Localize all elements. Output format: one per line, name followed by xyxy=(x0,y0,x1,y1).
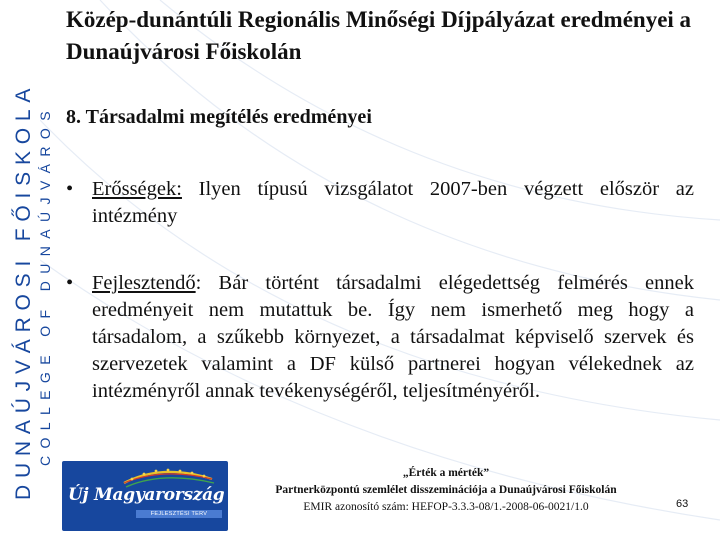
bullet-lead: Fejlesztendő xyxy=(92,272,196,294)
bullet-lead: Erősségek: xyxy=(92,178,182,200)
uj-magyarorszag-logo xyxy=(62,461,228,531)
section-title: 8. Társadalmi megítélés eredményei xyxy=(66,106,372,128)
footer-motto: „Érték a mérték” xyxy=(402,467,490,479)
slide-title: Közép-dunántúli Regionális Minőségi Díjpályázat eredményei a Dunaújvárosi Főiskolán xyxy=(66,7,692,64)
bullet-text xyxy=(92,270,694,405)
logo-subtitle: FEJLESZTÉSI TERV xyxy=(136,510,222,518)
watermark-line-hu: DUNAÚJVÁROSI FŐISKOLA xyxy=(12,81,35,500)
bullet-marker: • xyxy=(66,178,74,200)
bullet-marker: • xyxy=(66,272,74,294)
footer-project-title: Partnerközpontú szemlélet disszeminációja a Dunaújvárosi Főiskolán xyxy=(275,484,617,496)
bullet-body: : Bár történt társadalmi elégedettség felmérés ennek eredményeit nem mutattuk be. Így nem ismerhető meg hogy a társadalom, a szűkebb környezet, a társadalmat képviselő szervek és szervezetek valamint a DF külső partnerei hogyan vélekednek az intézményről annak tevékenységéről, teljesítményéről. xyxy=(92,272,694,402)
bullet-strengths xyxy=(66,176,694,230)
watermark-line-en: COLLEGE OF DUNAÚJVÁROS xyxy=(37,104,53,466)
college-name-watermark xyxy=(0,0,64,540)
bullet-to-improve xyxy=(66,270,694,405)
bullet-text xyxy=(92,176,694,230)
logo-wordmark: Új Magyarország xyxy=(68,485,225,505)
page-number: 63 xyxy=(676,498,689,510)
footer-id-line: EMIR azonosító szám: HEFOP-3.3.3-08/1.-2008-06-0021/1.0 xyxy=(303,501,589,513)
bullet-body: Ilyen típusú vizsgálatot 2007-ben végzett először az intézmény xyxy=(92,178,694,227)
footer-project-info xyxy=(232,465,660,516)
